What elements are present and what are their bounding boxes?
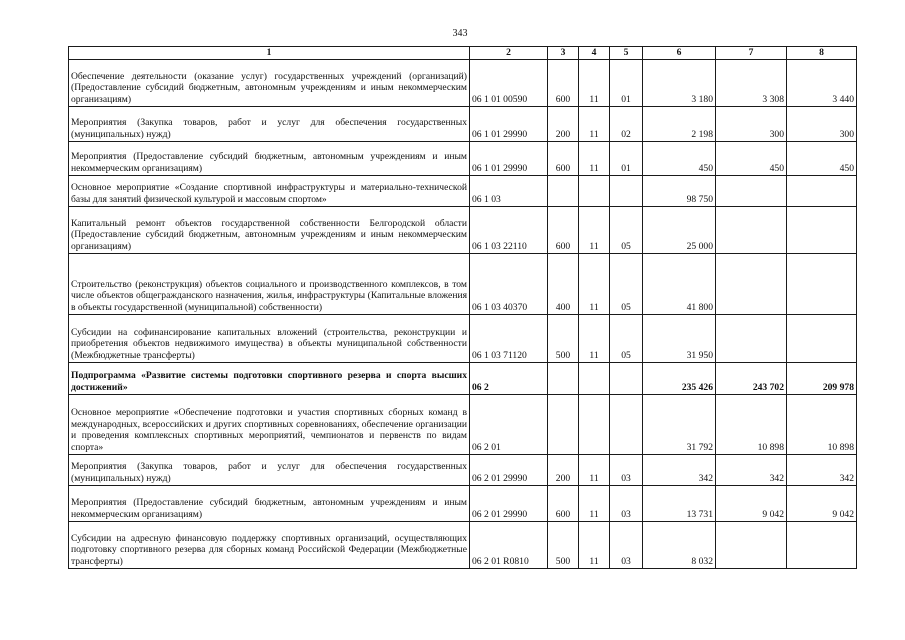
row-col-5 xyxy=(610,362,643,394)
row-col-5: 05 xyxy=(610,314,643,362)
row-description: Основное мероприятие «Создание спортивной инфраструктуры и материально-технической базы для занятий физической культурой и массовым спортом» xyxy=(69,175,470,206)
row-col-5: 02 xyxy=(610,106,643,141)
row-code: 06 1 03 22110 xyxy=(470,206,548,253)
row-col-3: 600 xyxy=(548,59,579,106)
page-number: 343 xyxy=(452,28,468,39)
row-col-3: 500 xyxy=(548,521,579,568)
row-col-6: 31 950 xyxy=(643,314,716,362)
row-col-3: 500 xyxy=(548,314,579,362)
header-col-7: 7 xyxy=(716,47,787,60)
row-col-3: 200 xyxy=(548,454,579,485)
row-col-8 xyxy=(787,314,857,362)
row-col-3: 600 xyxy=(548,206,579,253)
row-code: 06 1 03 xyxy=(470,175,548,206)
row-col-5 xyxy=(610,394,643,454)
table-row xyxy=(69,253,857,314)
budget-table xyxy=(68,46,857,569)
row-col-6: 2 198 xyxy=(643,106,716,141)
row-col-5: 01 xyxy=(610,141,643,175)
row-col-7: 450 xyxy=(716,141,787,175)
row-col-7: 3 308 xyxy=(716,59,787,106)
row-code: 06 2 01 29990 xyxy=(470,485,548,521)
table-row xyxy=(69,454,857,485)
row-col-6: 31 792 xyxy=(643,394,716,454)
table-row xyxy=(69,59,857,106)
row-col-3 xyxy=(548,394,579,454)
table-row xyxy=(69,206,857,253)
row-col-3: 600 xyxy=(548,485,579,521)
row-col-7 xyxy=(716,314,787,362)
row-col-4: 11 xyxy=(579,141,610,175)
row-col-7 xyxy=(716,175,787,206)
row-description: Мероприятия (Закупка товаров, работ и услуг для обеспечения государственных (муниципальных) нужд) xyxy=(69,106,470,141)
row-col-3 xyxy=(548,362,579,394)
row-col-5: 01 xyxy=(610,59,643,106)
row-description: Субсидии на адресную финансовую поддержку спортивных организаций, осуществляющих подготовку спортивного резерва для сборных команд Российской Федерации (Межбюджетные трансферты) xyxy=(69,521,470,568)
row-col-7: 243 702 xyxy=(716,362,787,394)
row-code: 06 1 01 00590 xyxy=(470,59,548,106)
row-description: Капитальный ремонт объектов государственной собственности Белгородской области (Предоставление субсидий бюджетным, автономным учреждениям и иным некоммерческим организациям) xyxy=(69,206,470,253)
row-col-3: 200 xyxy=(548,106,579,141)
row-col-5 xyxy=(610,175,643,206)
row-col-6: 3 180 xyxy=(643,59,716,106)
header-col-4: 4 xyxy=(579,47,610,60)
row-col-5: 03 xyxy=(610,454,643,485)
row-code: 06 2 01 29990 xyxy=(470,454,548,485)
table-row xyxy=(69,314,857,362)
row-code: 06 2 01 R0810 xyxy=(470,521,548,568)
row-description: Обеспечение деятельности (оказание услуг) государственных учреждений (организаций) (Предоставление субсидий бюджетным, автономным учреждениям и иным некоммерческим организациям) xyxy=(69,59,470,106)
row-col-4: 11 xyxy=(579,454,610,485)
header-row xyxy=(69,47,857,60)
row-col-6: 41 800 xyxy=(643,253,716,314)
row-col-4 xyxy=(579,362,610,394)
row-col-6: 450 xyxy=(643,141,716,175)
row-col-3: 400 xyxy=(548,253,579,314)
row-description: Мероприятия (Закупка товаров, работ и услуг для обеспечения государственных (муниципальных) нужд) xyxy=(69,454,470,485)
row-col-7: 9 042 xyxy=(716,485,787,521)
row-col-8: 9 042 xyxy=(787,485,857,521)
row-col-8 xyxy=(787,253,857,314)
row-code: 06 1 03 40370 xyxy=(470,253,548,314)
row-col-6: 25 000 xyxy=(643,206,716,253)
row-col-7: 300 xyxy=(716,106,787,141)
row-col-8: 3 440 xyxy=(787,59,857,106)
header-col-8: 8 xyxy=(787,47,857,60)
row-description: Подпрограмма «Развитие системы подготовки спортивного резерва и спорта высших достижений» xyxy=(69,362,470,394)
row-col-5: 05 xyxy=(610,253,643,314)
row-col-7: 10 898 xyxy=(716,394,787,454)
row-col-7 xyxy=(716,521,787,568)
row-col-4: 11 xyxy=(579,59,610,106)
row-col-8: 209 978 xyxy=(787,362,857,394)
header-col-5: 5 xyxy=(610,47,643,60)
row-col-4 xyxy=(579,175,610,206)
header-col-1: 1 xyxy=(69,47,470,60)
row-col-3 xyxy=(548,175,579,206)
table-row xyxy=(69,175,857,206)
row-code: 06 1 01 29990 xyxy=(470,106,548,141)
row-col-4: 11 xyxy=(579,253,610,314)
row-col-7: 342 xyxy=(716,454,787,485)
header-col-3: 3 xyxy=(548,47,579,60)
row-col-4: 11 xyxy=(579,521,610,568)
row-col-8: 342 xyxy=(787,454,857,485)
row-description: Мероприятия (Предоставление субсидий бюджетным, автономным учреждениям и иным некоммерческим организациям) xyxy=(69,485,470,521)
row-col-8 xyxy=(787,206,857,253)
row-code: 06 2 01 xyxy=(470,394,548,454)
row-col-4 xyxy=(579,394,610,454)
row-col-5: 03 xyxy=(610,521,643,568)
row-col-6: 8 032 xyxy=(643,521,716,568)
row-col-8: 10 898 xyxy=(787,394,857,454)
table-row xyxy=(69,394,857,454)
row-description: Мероприятия (Предоставление субсидий бюджетным, автономным учреждениям и иным некоммерческим организациям) xyxy=(69,141,470,175)
row-description: Основное мероприятие «Обеспечение подготовки и участия спортивных сборных команд в международных, всероссийских и других спортивных соревнованиях, обеспечение организации и проведения комплексных спортивных мероприятий, чемпионатов и первенств по видам спорта» xyxy=(69,394,470,454)
row-col-8: 450 xyxy=(787,141,857,175)
row-col-7 xyxy=(716,253,787,314)
row-col-6: 13 731 xyxy=(643,485,716,521)
row-col-8 xyxy=(787,521,857,568)
row-col-4: 11 xyxy=(579,206,610,253)
table-row xyxy=(69,106,857,141)
row-col-4: 11 xyxy=(579,485,610,521)
header-col-6: 6 xyxy=(643,47,716,60)
row-col-5: 03 xyxy=(610,485,643,521)
row-code: 06 1 03 71120 xyxy=(470,314,548,362)
row-col-5: 05 xyxy=(610,206,643,253)
row-col-8 xyxy=(787,175,857,206)
row-col-3: 600 xyxy=(548,141,579,175)
row-col-7 xyxy=(716,206,787,253)
row-col-6: 98 750 xyxy=(643,175,716,206)
table-row xyxy=(69,141,857,175)
row-col-4: 11 xyxy=(579,314,610,362)
table-row-subprogram xyxy=(69,362,857,394)
table-row xyxy=(69,521,857,568)
row-code: 06 1 01 29990 xyxy=(470,141,548,175)
row-description: Субсидии на софинансирование капитальных вложений (строительства, реконструкции и приобретения объектов недвижимого имущества) в объекты муниципальной собственности (Межбюджетные трансферты) xyxy=(69,314,470,362)
row-code: 06 2 xyxy=(470,362,548,394)
header-col-2: 2 xyxy=(470,47,548,60)
row-col-6: 342 xyxy=(643,454,716,485)
table-row xyxy=(69,485,857,521)
row-col-8: 300 xyxy=(787,106,857,141)
row-col-6: 235 426 xyxy=(643,362,716,394)
row-col-4: 11 xyxy=(579,106,610,141)
row-description: Строительство (реконструкция) объектов социального и производственного комплексов, в том числе объектов общегражданского назначения, жилья, инфраструктуры (Капитальные вложения в объекты государственной (муниципальной) собственности) xyxy=(69,253,470,314)
